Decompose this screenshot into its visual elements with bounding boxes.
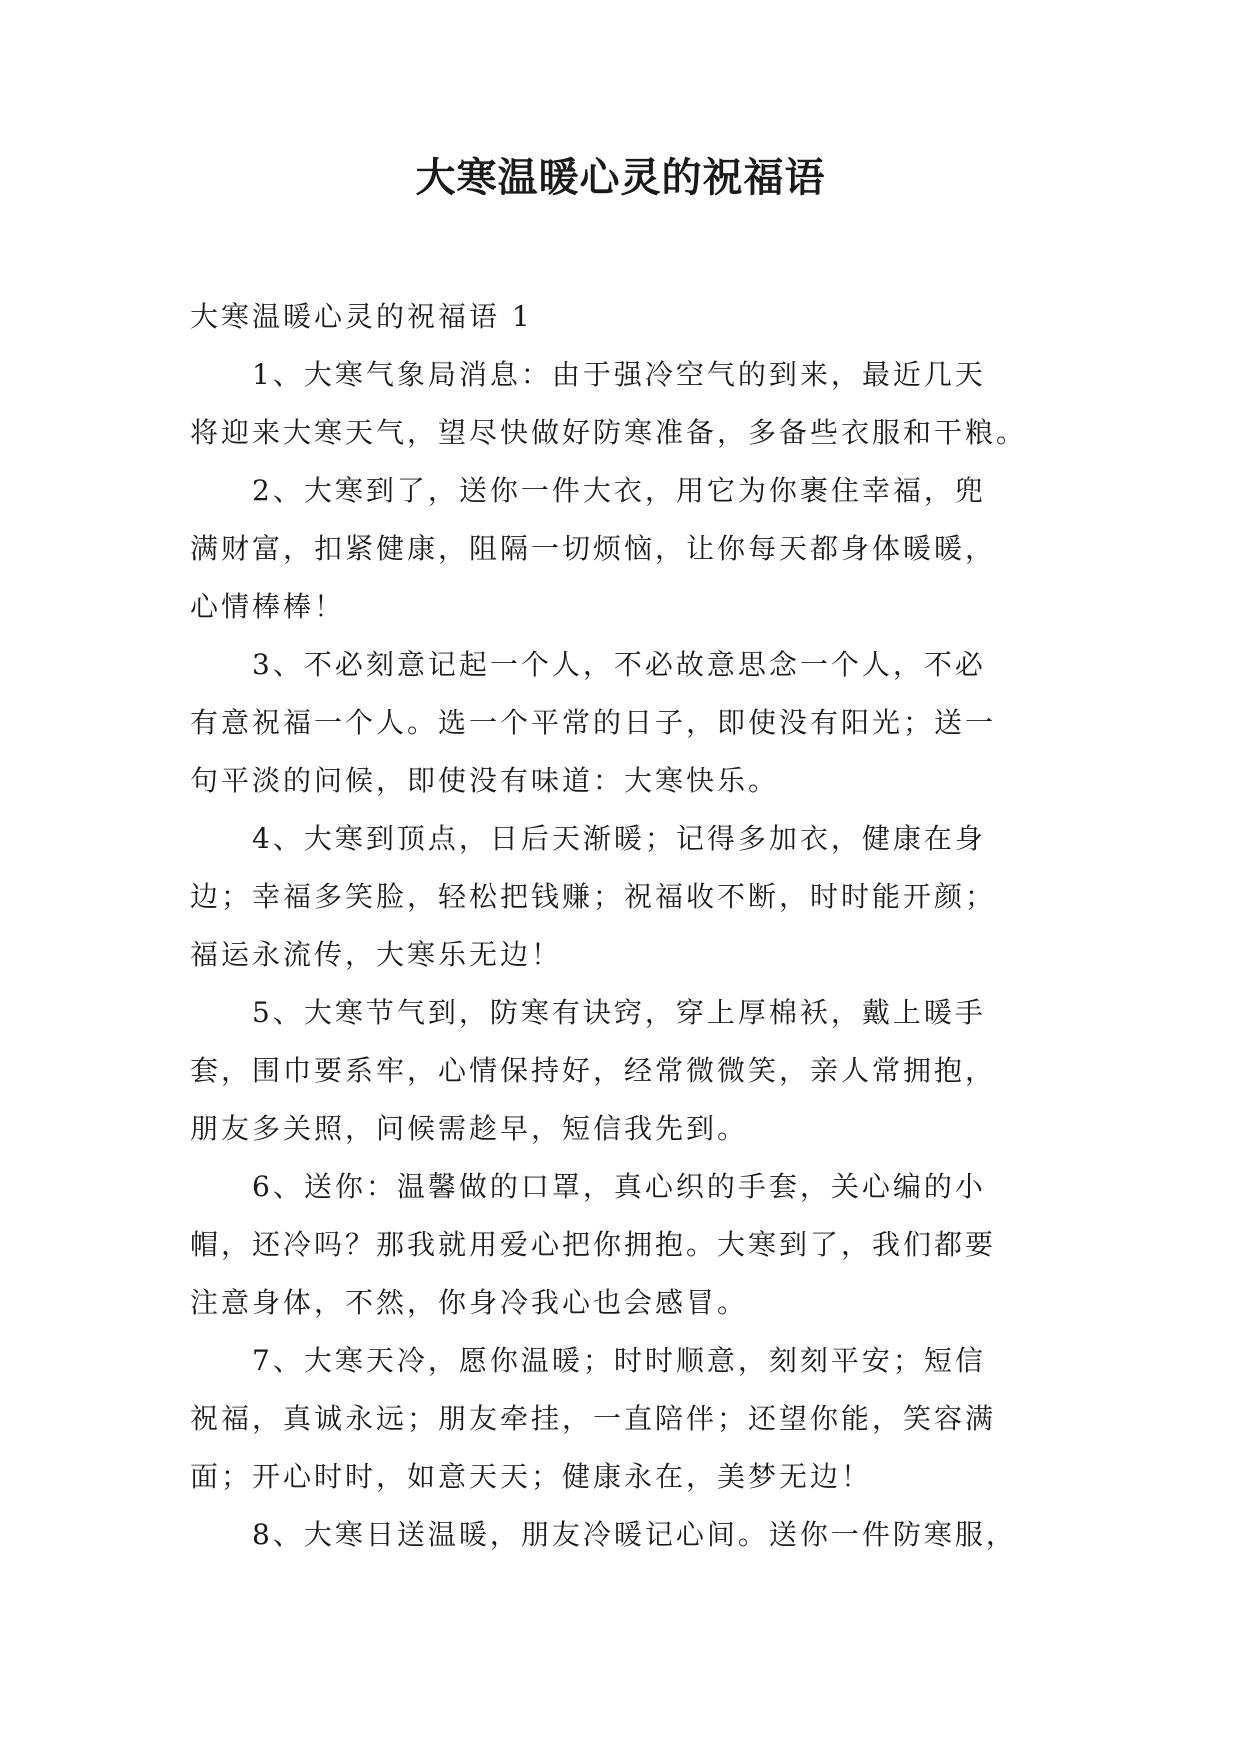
paragraph-7: 7、大寒天冷，愿你温暖；时时顺意，刻刻平安；短信 祝福，真诚永远；朋友牵挂，一直陪伴；还望你能，笑容满 面；开心时时，如意天天；健康永在，美梦无边！ [190,1344,997,1493]
paragraph-2: 2、大寒到了，送你一件大衣，用它为你裹住幸福，兜 满财富，扣紧健康，阻隔一切烦恼，让你每天都身体暖暖， 心情棒棒！ [190,474,997,623]
paragraph-5: 5、大寒节气到，防寒有诀窍，穿上厚棉袄，戴上暖手 套，围巾要系牢，心情保持好，经常微微笑，亲人常拥抱， 朋友多关照，问候需趁早，短信我先到。 [190,996,997,1145]
paragraph-1: 1、大寒气象局消息：由于强冷空气的到来，最近几天 将迎来大寒天气，望尽快做好防寒准备，多备些衣服和干粮。 [190,358,1028,449]
document-title: 大寒温暖心灵的祝福语 [415,155,826,201]
document-body [190,288,1070,1564]
paragraph-8: 8、大寒日送温暖，朋友冷暖记心间。送你一件防寒服， [190,1518,1017,1551]
paragraph-6: 6、送你：温馨做的口罩，真心织的手套，关心编的小 帽，还冷吗？那我就用爱心把你拥抱。大寒到了，我们都要 注意身体，不然，你身冷我心也会感冒。 [190,1170,997,1319]
section-heading: 大寒温暖心灵的祝福语 1 [190,300,533,333]
paragraph-4: 4、大寒到顶点，日后天渐暖；记得多加衣，健康在身 边；幸福多笑脸，轻松把钱赚；祝福收不断，时时能开颜； 福运永流传，大寒乐无边！ [190,822,997,971]
paragraph-3: 3、不必刻意记起一个人，不必故意思念一个人，不必 有意祝福一个人。选一个平常的日子，即使没有阳光；送一 句平淡的问候，即使没有味道：大寒快乐。 [190,648,997,797]
